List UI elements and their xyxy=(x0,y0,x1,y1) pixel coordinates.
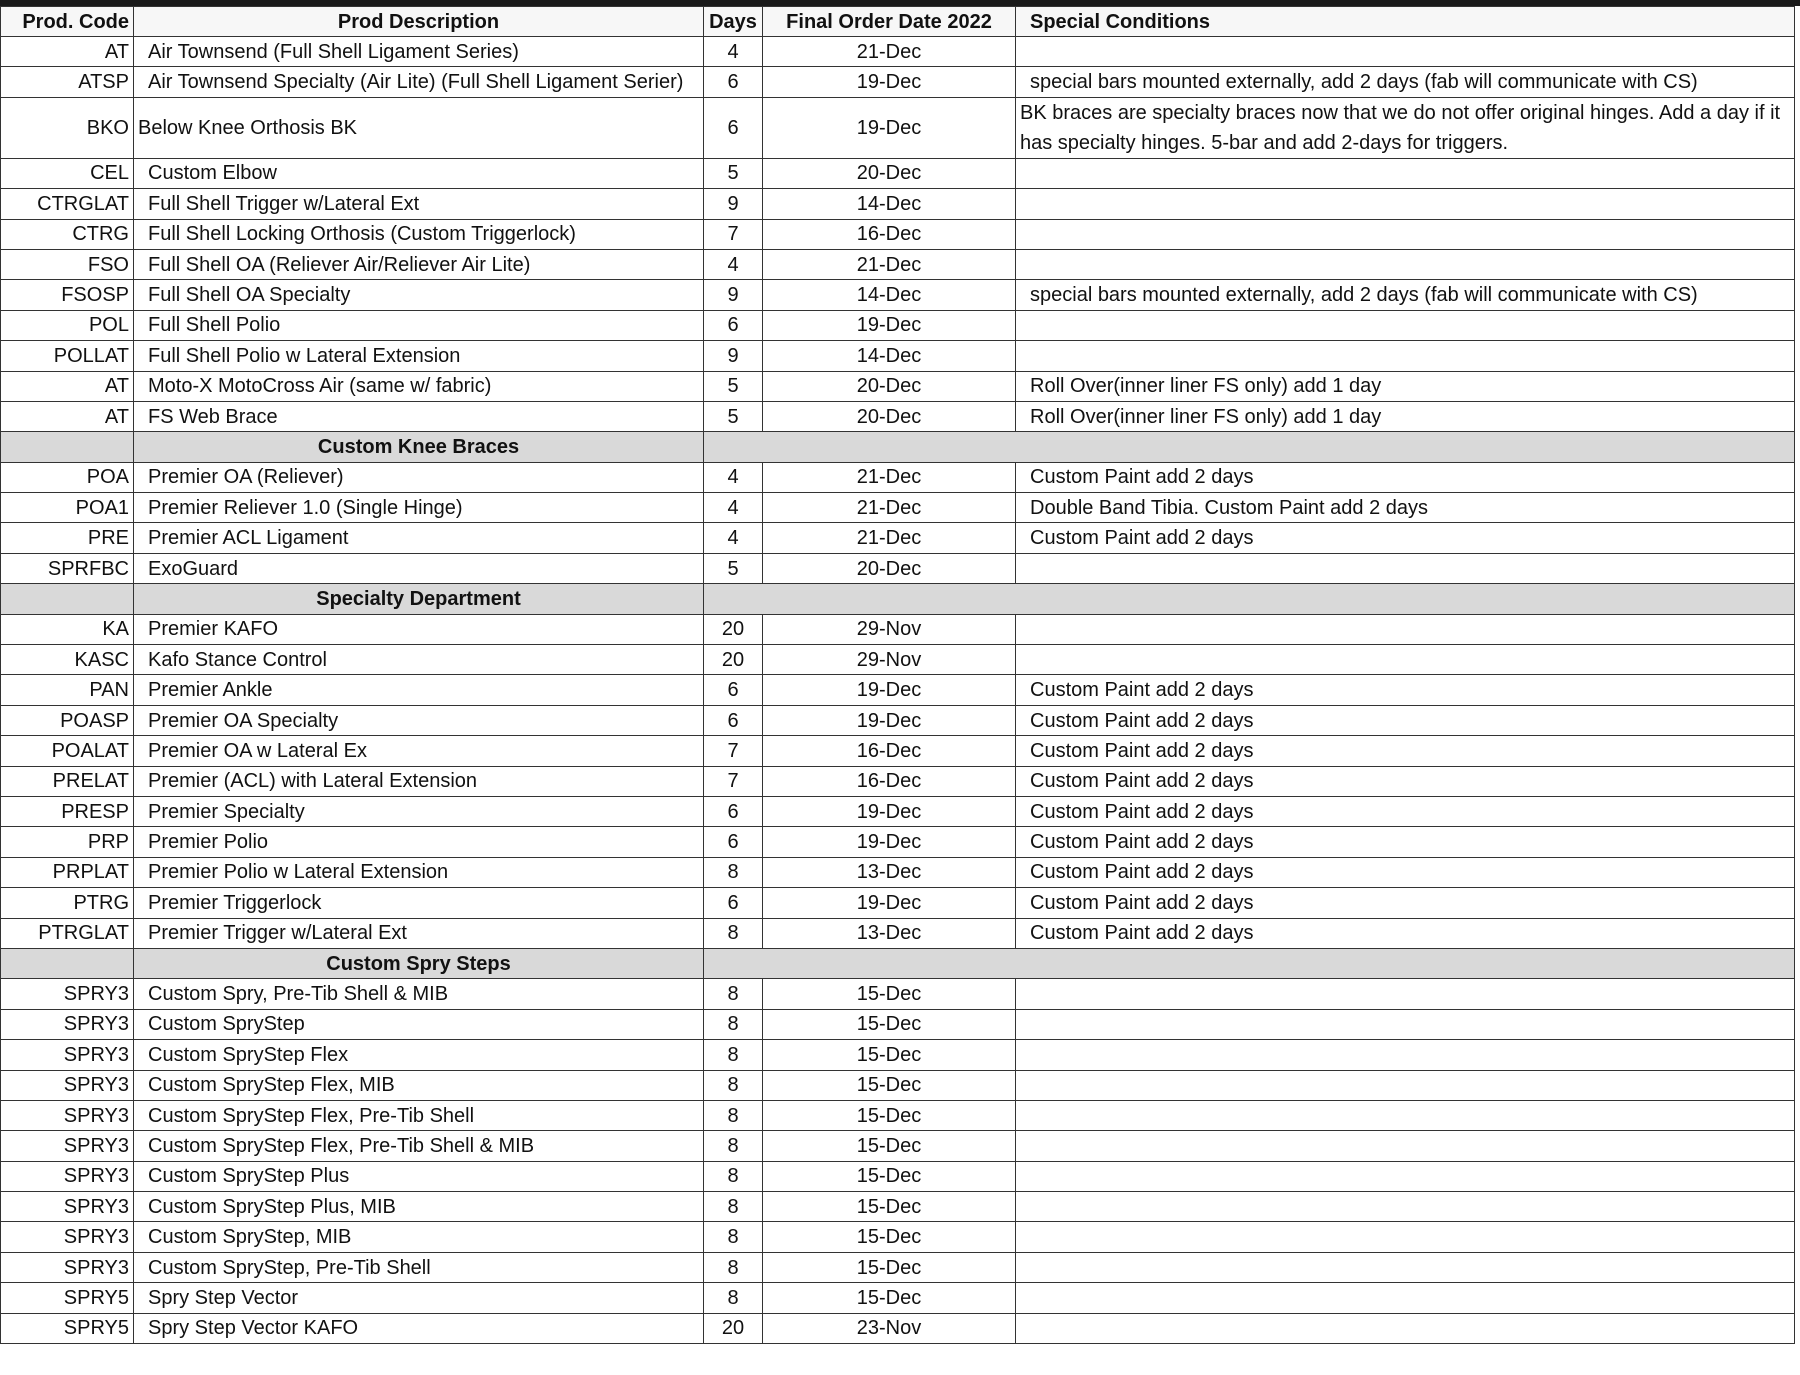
prod-description-cell[interactable]: Full Shell Polio w Lateral Extension xyxy=(134,341,704,371)
table-row xyxy=(1,189,1795,219)
final-order-date-cell[interactable]: 21-Dec xyxy=(763,249,1016,279)
special-conditions-cell[interactable]: special bars mounted externally, add 2 days (fab will communicate with CS) xyxy=(1016,67,1795,97)
prod-code-cell[interactable]: SPRY3 xyxy=(1,1222,134,1252)
prod-code-cell[interactable]: SPRY3 xyxy=(1,1131,134,1161)
section-title: Custom Knee Braces xyxy=(134,432,704,462)
section-spacer-cell xyxy=(1,584,134,614)
prod-description-cell[interactable]: Custom SpryStep Flex, Pre-Tib Shell xyxy=(134,1100,704,1130)
prod-description-cell[interactable]: Custom SpryStep xyxy=(134,1009,704,1039)
prod-description-cell[interactable]: Below Knee Orthosis BK xyxy=(134,97,704,158)
final-order-date-cell[interactable]: 19-Dec xyxy=(763,97,1016,158)
prod-description-cell[interactable]: Premier KAFO xyxy=(134,614,704,644)
section-header-row xyxy=(1,948,1795,978)
special-conditions-cell[interactable] xyxy=(1016,310,1795,340)
table-row xyxy=(1,645,1795,675)
final-order-date-cell[interactable]: 15-Dec xyxy=(763,979,1016,1009)
days-cell[interactable]: 8 xyxy=(704,979,763,1009)
days-cell[interactable]: 7 xyxy=(704,219,763,249)
table-row xyxy=(1,37,1795,67)
final-order-date-cell[interactable]: 13-Dec xyxy=(763,918,1016,948)
special-conditions-cell[interactable]: Custom Paint add 2 days xyxy=(1016,705,1795,735)
table-row xyxy=(1,1070,1795,1100)
special-conditions-cell[interactable]: Roll Over(inner liner FS only) add 1 day xyxy=(1016,371,1795,401)
prod-description-cell[interactable]: Premier OA Specialty xyxy=(134,705,704,735)
days-cell[interactable]: 8 xyxy=(704,1070,763,1100)
prod-description-cell[interactable]: Spry Step Vector xyxy=(134,1283,704,1313)
final-order-date-cell[interactable]: 20-Dec xyxy=(763,553,1016,583)
table-row xyxy=(1,1100,1795,1130)
special-conditions-cell[interactable]: Custom Paint add 2 days xyxy=(1016,796,1795,826)
special-conditions-cell[interactable] xyxy=(1016,553,1795,583)
prod-description-cell[interactable]: FS Web Brace xyxy=(134,401,704,431)
final-order-date-cell[interactable]: 15-Dec xyxy=(763,1252,1016,1282)
prod-description-cell[interactable]: Premier Ankle xyxy=(134,675,704,705)
prod-code-cell[interactable]: SPRY3 xyxy=(1,1100,134,1130)
prod-description-cell[interactable]: Moto-X MotoCross Air (same w/ fabric) xyxy=(134,371,704,401)
days-cell[interactable]: 5 xyxy=(704,158,763,188)
final-order-date-cell[interactable]: 21-Dec xyxy=(763,462,1016,492)
prod-code-cell[interactable]: PRPLAT xyxy=(1,857,134,887)
days-cell[interactable]: 6 xyxy=(704,675,763,705)
prod-code-cell[interactable]: CTRG xyxy=(1,219,134,249)
final-order-date-cell[interactable]: 21-Dec xyxy=(763,493,1016,523)
final-order-date-cell[interactable]: 19-Dec xyxy=(763,675,1016,705)
final-order-date-cell[interactable]: 19-Dec xyxy=(763,67,1016,97)
days-cell[interactable]: 8 xyxy=(704,1192,763,1222)
prod-code-cell[interactable]: POLLAT xyxy=(1,341,134,371)
days-cell[interactable]: 20 xyxy=(704,614,763,644)
final-order-date-cell[interactable]: 29-Nov xyxy=(763,645,1016,675)
header-final-order-date[interactable]: Final Order Date 2022 xyxy=(763,7,1016,37)
section-title: Specialty Department xyxy=(134,584,704,614)
table-row xyxy=(1,371,1795,401)
header-prod-code[interactable]: Prod. Code xyxy=(1,7,134,37)
final-order-date-cell[interactable]: 23-Nov xyxy=(763,1313,1016,1343)
prod-code-cell[interactable]: SPRY3 xyxy=(1,1009,134,1039)
final-order-date-cell[interactable]: 15-Dec xyxy=(763,1161,1016,1191)
header-prod-description[interactable]: Prod Description xyxy=(134,7,704,37)
prod-code-cell[interactable]: POA xyxy=(1,462,134,492)
final-order-date-cell[interactable]: 15-Dec xyxy=(763,1009,1016,1039)
table-row xyxy=(1,462,1795,492)
prod-code-cell[interactable]: KASC xyxy=(1,645,134,675)
prod-code-cell[interactable]: PTRGLAT xyxy=(1,918,134,948)
prod-code-cell[interactable]: AT xyxy=(1,37,134,67)
days-cell[interactable]: 6 xyxy=(704,97,763,158)
days-cell[interactable]: 4 xyxy=(704,493,763,523)
prod-description-cell[interactable]: Premier (ACL) with Lateral Extension xyxy=(134,766,704,796)
prod-code-cell[interactable]: CTRGLAT xyxy=(1,189,134,219)
table-row xyxy=(1,705,1795,735)
prod-description-cell[interactable]: Custom SpryStep Plus, MIB xyxy=(134,1192,704,1222)
special-conditions-cell[interactable]: Custom Paint add 2 days xyxy=(1016,675,1795,705)
table-row xyxy=(1,766,1795,796)
special-conditions-cell[interactable] xyxy=(1016,158,1795,188)
special-conditions-cell[interactable] xyxy=(1016,341,1795,371)
prod-description-cell[interactable]: Custom SpryStep Flex, Pre-Tib Shell & MIB xyxy=(134,1131,704,1161)
final-order-date-cell[interactable]: 15-Dec xyxy=(763,1070,1016,1100)
final-order-date-cell[interactable]: 21-Dec xyxy=(763,523,1016,553)
days-cell[interactable]: 4 xyxy=(704,249,763,279)
table-row xyxy=(1,827,1795,857)
special-conditions-cell[interactable]: BK braces are specialty braces now that we do not offer original hinges. Add a day if it has specialty hinges. 5-bar and add 2-days for triggers. xyxy=(1016,97,1795,158)
days-cell[interactable]: 8 xyxy=(704,1009,763,1039)
days-cell[interactable]: 8 xyxy=(704,857,763,887)
table-row xyxy=(1,614,1795,644)
days-cell[interactable]: 6 xyxy=(704,67,763,97)
table-row xyxy=(1,888,1795,918)
prod-code-cell[interactable]: PTRG xyxy=(1,888,134,918)
final-order-date-cell[interactable]: 15-Dec xyxy=(763,1040,1016,1070)
prod-code-cell[interactable]: POA1 xyxy=(1,493,134,523)
final-order-date-cell[interactable]: 19-Dec xyxy=(763,705,1016,735)
special-conditions-cell[interactable]: special bars mounted externally, add 2 days (fab will communicate with CS) xyxy=(1016,280,1795,310)
prod-description-cell[interactable]: Premier Reliever 1.0 (Single Hinge) xyxy=(134,493,704,523)
prod-code-cell[interactable]: PRE xyxy=(1,523,134,553)
table-row xyxy=(1,1192,1795,1222)
prod-description-cell[interactable]: Premier Polio xyxy=(134,827,704,857)
table-row xyxy=(1,158,1795,188)
days-cell[interactable]: 6 xyxy=(704,827,763,857)
prod-description-cell[interactable]: Custom SpryStep, MIB xyxy=(134,1222,704,1252)
prod-description-cell[interactable]: Air Townsend (Full Shell Ligament Series) xyxy=(134,37,704,67)
days-cell[interactable]: 8 xyxy=(704,1040,763,1070)
prod-code-cell[interactable]: POALAT xyxy=(1,736,134,766)
table-row xyxy=(1,1283,1795,1313)
days-cell[interactable]: 7 xyxy=(704,736,763,766)
prod-description-cell[interactable]: Premier Polio w Lateral Extension xyxy=(134,857,704,887)
special-conditions-cell[interactable]: Custom Paint add 2 days xyxy=(1016,857,1795,887)
prod-description-cell[interactable]: Custom Elbow xyxy=(134,158,704,188)
special-conditions-cell[interactable] xyxy=(1016,1283,1795,1313)
special-conditions-cell[interactable] xyxy=(1016,1131,1795,1161)
table-body xyxy=(1,37,1795,1344)
table-row xyxy=(1,341,1795,371)
prod-code-cell[interactable]: SPRY3 xyxy=(1,1070,134,1100)
table-row xyxy=(1,249,1795,279)
table-row xyxy=(1,918,1795,948)
special-conditions-cell[interactable] xyxy=(1016,1252,1795,1282)
prod-code-cell[interactable]: FSO xyxy=(1,249,134,279)
special-conditions-cell[interactable] xyxy=(1016,1161,1795,1191)
table-row xyxy=(1,1161,1795,1191)
table-row xyxy=(1,1040,1795,1070)
table-row xyxy=(1,857,1795,887)
days-cell[interactable]: 8 xyxy=(704,1131,763,1161)
days-cell[interactable]: 4 xyxy=(704,523,763,553)
table-row xyxy=(1,1009,1795,1039)
prod-code-cell[interactable]: POL xyxy=(1,310,134,340)
prod-description-cell[interactable]: Kafo Stance Control xyxy=(134,645,704,675)
days-cell[interactable]: 20 xyxy=(704,645,763,675)
prod-code-cell[interactable]: SPRY5 xyxy=(1,1283,134,1313)
table-row xyxy=(1,796,1795,826)
prod-description-cell[interactable]: Custom SpryStep Plus xyxy=(134,1161,704,1191)
days-cell[interactable]: 8 xyxy=(704,1222,763,1252)
section-title: Custom Spry Steps xyxy=(134,948,704,978)
special-conditions-cell[interactable]: Double Band Tibia. Custom Paint add 2 days xyxy=(1016,493,1795,523)
special-conditions-cell[interactable] xyxy=(1016,37,1795,67)
table-row xyxy=(1,310,1795,340)
table-row xyxy=(1,1252,1795,1282)
days-cell[interactable]: 9 xyxy=(704,341,763,371)
special-conditions-cell[interactable] xyxy=(1016,645,1795,675)
special-conditions-cell[interactable] xyxy=(1016,979,1795,1009)
prod-description-cell[interactable]: Full Shell Locking Orthosis (Custom Triggerlock) xyxy=(134,219,704,249)
prod-code-cell[interactable]: SPRY3 xyxy=(1,1040,134,1070)
prod-code-cell[interactable]: SPRY3 xyxy=(1,979,134,1009)
prod-code-cell[interactable]: PAN xyxy=(1,675,134,705)
days-cell[interactable]: 5 xyxy=(704,553,763,583)
special-conditions-cell[interactable]: Custom Paint add 2 days xyxy=(1016,918,1795,948)
section-spacer-cell xyxy=(704,584,1795,614)
final-order-date-cell[interactable]: 20-Dec xyxy=(763,371,1016,401)
table-row xyxy=(1,219,1795,249)
table-row xyxy=(1,736,1795,766)
special-conditions-cell[interactable]: Custom Paint add 2 days xyxy=(1016,766,1795,796)
special-conditions-cell[interactable] xyxy=(1016,1040,1795,1070)
prod-description-cell[interactable]: Full Shell OA (Reliever Air/Reliever Air Lite) xyxy=(134,249,704,279)
prod-description-cell[interactable]: Premier OA (Reliever) xyxy=(134,462,704,492)
days-cell[interactable]: 9 xyxy=(704,280,763,310)
special-conditions-cell[interactable]: Custom Paint add 2 days xyxy=(1016,736,1795,766)
section-spacer-cell xyxy=(1,948,134,978)
prod-code-cell[interactable]: PRELAT xyxy=(1,766,134,796)
special-conditions-cell[interactable]: Custom Paint add 2 days xyxy=(1016,827,1795,857)
special-conditions-cell[interactable]: Custom Paint add 2 days xyxy=(1016,462,1795,492)
days-cell[interactable]: 6 xyxy=(704,888,763,918)
section-header-row xyxy=(1,584,1795,614)
section-spacer-cell xyxy=(704,432,1795,462)
table-row xyxy=(1,553,1795,583)
final-order-date-cell[interactable]: 14-Dec xyxy=(763,341,1016,371)
final-order-date-cell[interactable]: 14-Dec xyxy=(763,280,1016,310)
table-row xyxy=(1,401,1795,431)
prod-code-cell[interactable]: PRP xyxy=(1,827,134,857)
final-order-date-cell[interactable]: 15-Dec xyxy=(763,1283,1016,1313)
header-days[interactable]: Days xyxy=(704,7,763,37)
final-order-date-cell[interactable]: 15-Dec xyxy=(763,1100,1016,1130)
special-conditions-cell[interactable] xyxy=(1016,189,1795,219)
prod-description-cell[interactable]: Custom SpryStep Flex, MIB xyxy=(134,1070,704,1100)
special-conditions-cell[interactable] xyxy=(1016,614,1795,644)
prod-description-cell[interactable]: Premier ACL Ligament xyxy=(134,523,704,553)
days-cell[interactable]: 4 xyxy=(704,462,763,492)
table-row xyxy=(1,1131,1795,1161)
header-special-conditions[interactable]: Special Conditions xyxy=(1016,7,1795,37)
header-row xyxy=(1,7,1795,37)
prod-code-cell[interactable]: SPRY3 xyxy=(1,1252,134,1282)
section-spacer-cell xyxy=(1,432,134,462)
prod-code-cell[interactable]: AT xyxy=(1,371,134,401)
final-order-date-cell[interactable]: 29-Nov xyxy=(763,614,1016,644)
special-conditions-cell[interactable] xyxy=(1016,1222,1795,1252)
days-cell[interactable]: 8 xyxy=(704,1283,763,1313)
days-cell[interactable]: 20 xyxy=(704,1313,763,1343)
special-conditions-cell[interactable] xyxy=(1016,1009,1795,1039)
final-order-date-cell[interactable]: 15-Dec xyxy=(763,1222,1016,1252)
table-row xyxy=(1,280,1795,310)
days-cell[interactable]: 6 xyxy=(704,310,763,340)
final-order-date-cell[interactable]: 19-Dec xyxy=(763,827,1016,857)
special-conditions-cell[interactable] xyxy=(1016,1192,1795,1222)
special-conditions-cell[interactable] xyxy=(1016,249,1795,279)
final-order-date-cell[interactable]: 14-Dec xyxy=(763,189,1016,219)
table-row xyxy=(1,523,1795,553)
days-cell[interactable]: 6 xyxy=(704,796,763,826)
days-cell[interactable]: 5 xyxy=(704,401,763,431)
final-order-date-cell[interactable]: 13-Dec xyxy=(763,857,1016,887)
prod-description-cell[interactable]: Premier Triggerlock xyxy=(134,888,704,918)
prod-code-cell[interactable]: CEL xyxy=(1,158,134,188)
special-conditions-cell[interactable] xyxy=(1016,1313,1795,1343)
days-cell[interactable]: 9 xyxy=(704,189,763,219)
prod-code-cell[interactable]: PRESP xyxy=(1,796,134,826)
days-cell[interactable]: 8 xyxy=(704,1161,763,1191)
prod-description-cell[interactable]: Air Townsend Specialty (Air Lite) (Full Shell Ligament Serier) xyxy=(134,67,704,97)
table-row xyxy=(1,1222,1795,1252)
prod-description-cell[interactable]: Full Shell Polio xyxy=(134,310,704,340)
special-conditions-cell[interactable]: Roll Over(inner liner FS only) add 1 day xyxy=(1016,401,1795,431)
prod-description-cell[interactable]: Premier Specialty xyxy=(134,796,704,826)
prod-code-cell[interactable]: ATSP xyxy=(1,67,134,97)
prod-description-cell[interactable]: Custom Spry, Pre-Tib Shell & MIB xyxy=(134,979,704,1009)
prod-description-cell[interactable]: Full Shell Trigger w/Lateral Ext xyxy=(134,189,704,219)
prod-code-cell[interactable]: FSOSP xyxy=(1,280,134,310)
final-order-date-cell[interactable]: 20-Dec xyxy=(763,158,1016,188)
prod-code-cell[interactable]: SPRY3 xyxy=(1,1192,134,1222)
final-order-date-cell[interactable]: 15-Dec xyxy=(763,1131,1016,1161)
days-cell[interactable]: 8 xyxy=(704,918,763,948)
prod-description-cell[interactable]: Custom SpryStep, Pre-Tib Shell xyxy=(134,1252,704,1282)
final-order-date-cell[interactable]: 19-Dec xyxy=(763,310,1016,340)
final-order-date-cell[interactable]: 19-Dec xyxy=(763,888,1016,918)
prod-description-cell[interactable]: Premier Trigger w/Lateral Ext xyxy=(134,918,704,948)
final-order-date-cell[interactable]: 19-Dec xyxy=(763,796,1016,826)
prod-description-cell[interactable]: Premier OA w Lateral Ex xyxy=(134,736,704,766)
prod-code-cell[interactable]: BKO xyxy=(1,97,134,158)
prod-description-cell[interactable]: Spry Step Vector KAFO xyxy=(134,1313,704,1343)
prod-code-cell[interactable]: SPRY3 xyxy=(1,1161,134,1191)
prod-code-cell[interactable]: SPRY5 xyxy=(1,1313,134,1343)
final-order-date-cell[interactable]: 20-Dec xyxy=(763,401,1016,431)
final-order-date-cell[interactable]: 16-Dec xyxy=(763,766,1016,796)
special-conditions-cell[interactable] xyxy=(1016,1070,1795,1100)
table-row xyxy=(1,67,1795,97)
days-cell[interactable]: 5 xyxy=(704,371,763,401)
special-conditions-cell[interactable]: Custom Paint add 2 days xyxy=(1016,888,1795,918)
prod-code-cell[interactable]: POASP xyxy=(1,705,134,735)
table-row xyxy=(1,97,1795,158)
table-row xyxy=(1,1313,1795,1343)
final-order-date-cell[interactable]: 15-Dec xyxy=(763,1192,1016,1222)
prod-code-cell[interactable]: SPRFBC xyxy=(1,553,134,583)
special-conditions-cell[interactable] xyxy=(1016,1100,1795,1130)
days-cell[interactable]: 6 xyxy=(704,705,763,735)
section-header-row xyxy=(1,432,1795,462)
table-row xyxy=(1,979,1795,1009)
prod-description-cell[interactable]: Full Shell OA Specialty xyxy=(134,280,704,310)
special-conditions-cell[interactable]: Custom Paint add 2 days xyxy=(1016,523,1795,553)
final-order-date-cell[interactable]: 16-Dec xyxy=(763,219,1016,249)
table-row xyxy=(1,493,1795,523)
prod-code-cell[interactable]: KA xyxy=(1,614,134,644)
section-spacer-cell xyxy=(704,948,1795,978)
order-date-table xyxy=(0,6,1795,1344)
table-row xyxy=(1,675,1795,705)
prod-code-cell[interactable]: AT xyxy=(1,401,134,431)
days-cell[interactable]: 4 xyxy=(704,37,763,67)
prod-description-cell[interactable]: ExoGuard xyxy=(134,553,704,583)
prod-description-cell[interactable]: Custom SpryStep Flex xyxy=(134,1040,704,1070)
final-order-date-cell[interactable]: 16-Dec xyxy=(763,736,1016,766)
special-conditions-cell[interactable] xyxy=(1016,219,1795,249)
days-cell[interactable]: 8 xyxy=(704,1252,763,1282)
days-cell[interactable]: 8 xyxy=(704,1100,763,1130)
days-cell[interactable]: 7 xyxy=(704,766,763,796)
final-order-date-cell[interactable]: 21-Dec xyxy=(763,37,1016,67)
